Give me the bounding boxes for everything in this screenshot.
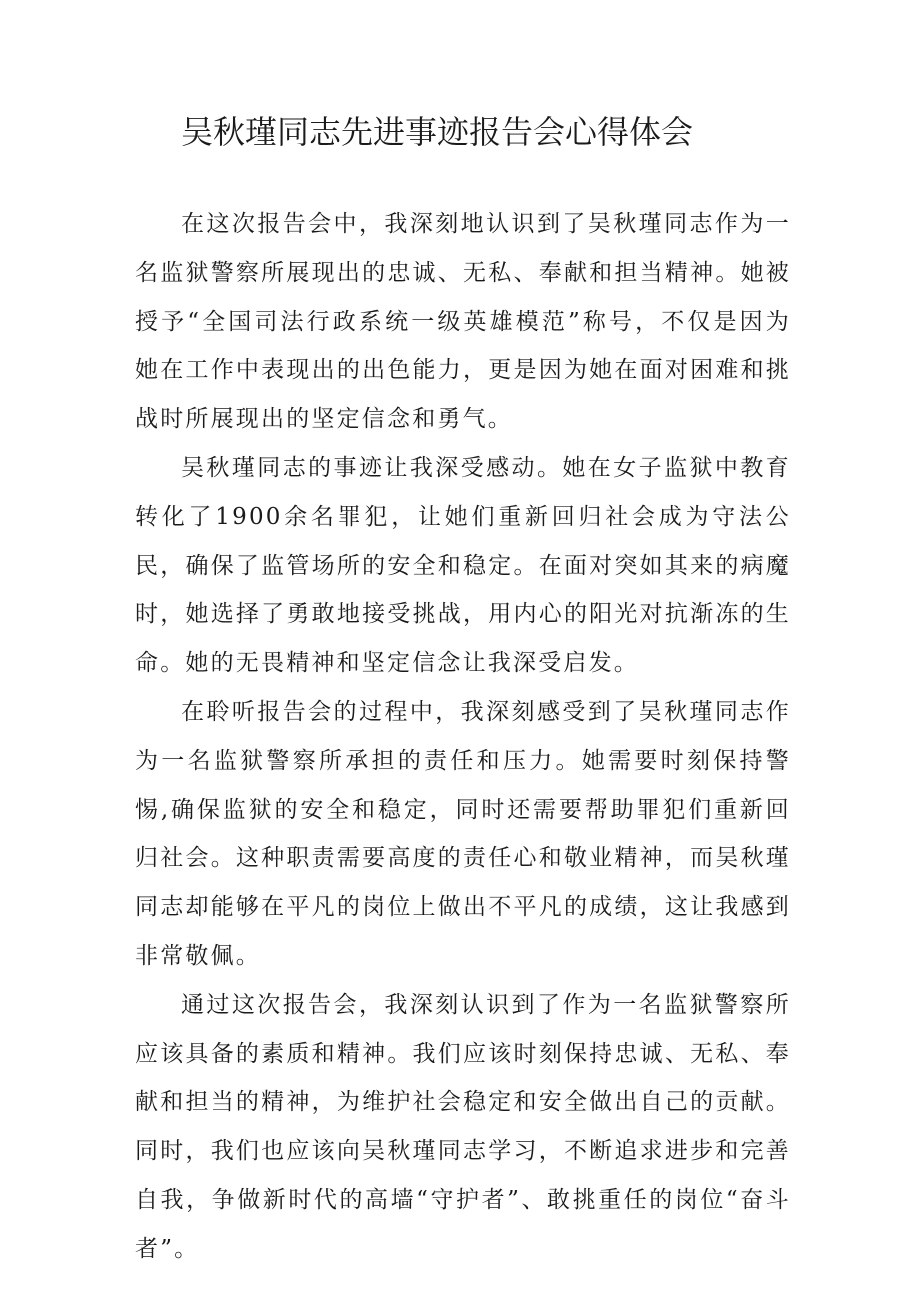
paragraph-3: 在聆听报告会的过程中，我深刻感受到了吴秋瑾同志作为一名监狱警察所承担的责任和压力。她需要时刻保持警惕,确保监狱的安全和稳定，同时还需要帮助罪犯们重新回归社会。这种职责需要高度的责任心和敬业精神，而吴秋瑾同志却能够在平凡的岗位上做出不平凡的成绩，这让我感到非常敬佩。 [135, 698, 791, 969]
paragraph-1: 在这次报告会中，我深刻地认识到了吴秋瑾同志作为一名监狱警察所展现出的忠诚、无私、奉献和担当精神。她被授予“全国司法行政系统一级英雄模范”称号，不仅是因为她在工作中表现出的出色能力，更是因为她在面对困难和挑战时所展现出的坚定信念和勇气。 [135, 211, 791, 433]
document-title: 吴秋瑾同志先进事迹报告会心得体会 [180, 113, 693, 151]
paragraph-2: 吴秋瑾同志的事迹让我深受感动。她在女子监狱中教育转化了1900余名罪犯，让她们重新回归社会成为守法公民，确保了监管场所的安全和稳定。在面对突如其来的病魔时，她选择了勇敢地接受挑战，用内心的阳光对抗渐冻的生命。她的无畏精神和坚定信念让我深受启发。 [135, 454, 791, 677]
document-body [135, 200, 791, 1274]
paragraph-4: 通过这次报告会，我深刻认识到了作为一名监狱警察所应该具备的素质和精神。我们应该时刻保持忠诚、无私、奉献和担当的精神，为维护社会稳定和安全做出自己的贡献。同时，我们也应该向吴秋瑾同志学习，不断追求进步和完善自我，争做新时代的高墙“守护者”、敢挑重任的岗位“奋斗者”。 [135, 991, 791, 1262]
